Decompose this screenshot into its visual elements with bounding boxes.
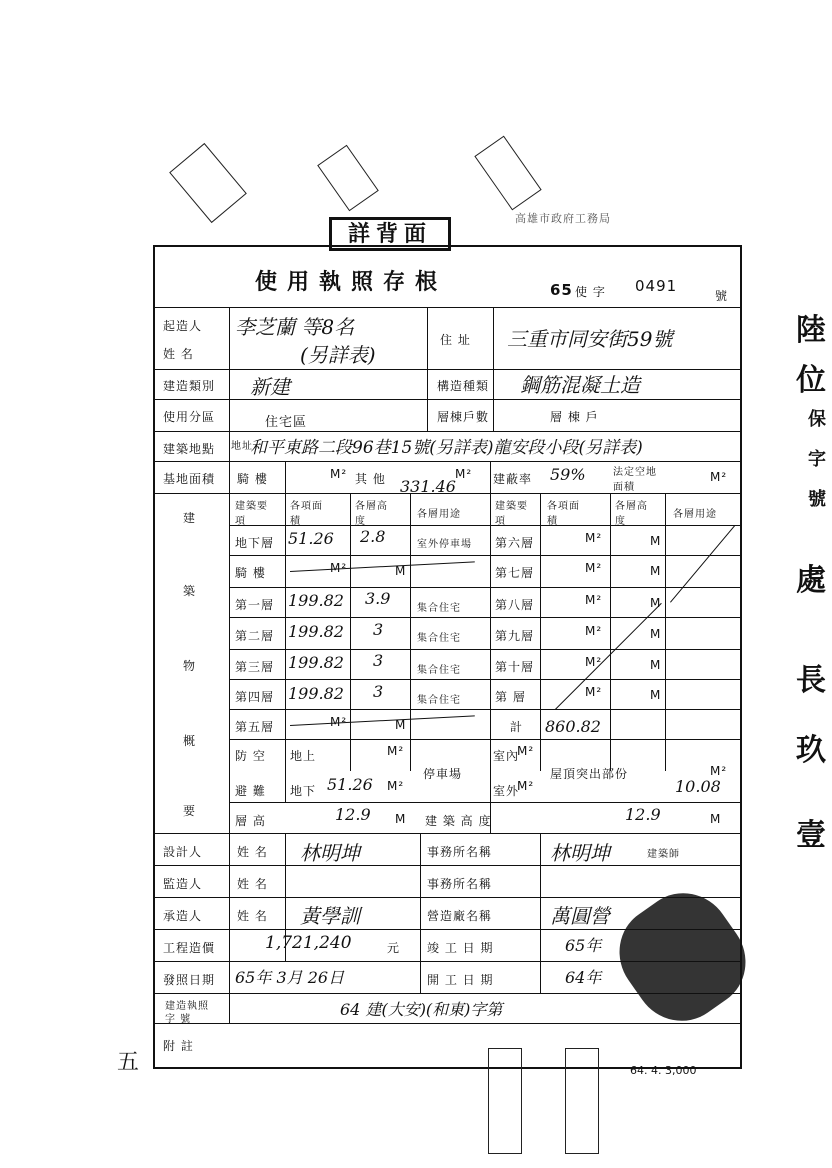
cost-value: 1,721,240 (265, 933, 352, 953)
designer-office-value: 林明坤 (550, 841, 610, 865)
right-area-unit-2: M² (585, 561, 603, 575)
building-height-label: 建 築 高 度 (425, 814, 492, 828)
supervisor-label: 監造人 (163, 877, 203, 891)
row-total-label: 計 (510, 720, 524, 734)
bottom-seal-right (565, 1048, 599, 1154)
building-height-unit: M (710, 812, 722, 826)
row-floor2-area: 199.82 (288, 622, 344, 641)
floor-height-value: 12.9 (335, 805, 371, 824)
row-floor3-height: 3 (373, 651, 384, 670)
parking-label: 停車場 (423, 767, 463, 781)
row-basement-area: 51.26 (288, 529, 334, 548)
roof-value: 10.08 (675, 777, 721, 796)
side-char-5: 號 (808, 489, 826, 510)
section-char-3: 物 (183, 659, 197, 673)
right-area-unit-3: M² (585, 593, 603, 607)
cost-unit: 元 (387, 941, 401, 955)
roof-unit: M² (710, 764, 728, 778)
col-height-header: 各層高度 (355, 501, 388, 527)
ground-label: 地上 (290, 749, 317, 763)
license-number-prefix: 65 (550, 281, 573, 299)
row-floor6-label: 第六層 (495, 536, 535, 550)
legal-area-unit: M² (710, 470, 728, 484)
start-date-value: 64年 (565, 968, 602, 987)
underground-value: 51.26 (327, 775, 373, 794)
site-label: 建築地點 (163, 442, 216, 456)
designer-name-label: 姓 名 (237, 845, 268, 859)
row-total-area: 860.82 (545, 717, 601, 736)
section-char-1: 建 (183, 511, 197, 525)
owner-name-note: (另詳表) (300, 343, 376, 367)
use-zone-value: 住宅區 (265, 415, 308, 430)
right-height-unit-6: M (650, 688, 662, 702)
right-height-unit-1: M (650, 534, 662, 548)
corner-stamp: 高雄市政府工務局 (515, 212, 611, 225)
coverage-value: 59% (550, 465, 586, 484)
structure-label: 構造種類 (437, 379, 490, 393)
floor-height-label: 層 高 (235, 814, 266, 828)
row-basement-use: 室外停車場 (417, 539, 472, 550)
right-area-unit-4: M² (585, 624, 603, 638)
company-value: 萬圓營 (550, 904, 610, 928)
margin-char: 五 (117, 1050, 140, 1075)
other-label: 其 他 (355, 472, 386, 486)
col-item-header-right: 建築要項 (495, 501, 528, 527)
legal-area-label: 法定空地面積 (613, 467, 657, 493)
building-height-value: 12.9 (625, 805, 661, 824)
contractor-name-value: 黃學訓 (300, 904, 360, 928)
right-height-unit-2: M (650, 564, 662, 578)
right-height-unit-3: M (650, 596, 662, 610)
license-number-suffix: 號 (715, 289, 729, 303)
row-floor3-label: 第三層 (235, 660, 275, 674)
roof-label: 屋頂突出部份 (550, 767, 629, 781)
col-item-header: 建築要項 (235, 501, 268, 527)
completion-value: 65年 (565, 936, 602, 955)
owner-name-value: 李芝蘭 等8名 (235, 315, 355, 339)
outdoor-label: 室外 (493, 784, 520, 798)
row-floor5-area-unit: M² (330, 715, 348, 729)
underground-unit: M² (387, 779, 405, 793)
row-floor1-use: 集合住宅 (417, 603, 461, 614)
row-floor1-height: 3.9 (365, 589, 391, 608)
other-value: 331.46 (400, 477, 456, 496)
row-floor1-area: 199.82 (288, 591, 344, 610)
license-number-value: 0491 (635, 277, 678, 295)
coverage-label: 建蔽率 (493, 472, 533, 486)
side-char-9: 壹 (796, 818, 826, 853)
ink-blot (601, 875, 764, 1039)
floors-value: 層 棟 戶 (550, 410, 599, 424)
row-arcade-height-unit: M (395, 564, 407, 578)
row-floor2-height: 3 (373, 620, 384, 639)
col-area-header: 各項面積 (290, 501, 323, 527)
contractor-label: 承造人 (163, 909, 203, 923)
row-floor7-label: 第七層 (495, 566, 535, 580)
row-floor2-label: 第二層 (235, 629, 275, 643)
address-label: 住 址 (440, 333, 471, 347)
contractor-name-label: 姓 名 (237, 909, 268, 923)
row-floor1-label: 第一層 (235, 598, 275, 612)
row-floor4-area: 199.82 (288, 684, 344, 703)
designer-label: 設計人 (163, 845, 203, 859)
designer-office-suffix: 建築師 (647, 849, 680, 860)
floors-label: 層棟戶數 (437, 410, 490, 424)
side-char-7: 長 (796, 663, 826, 698)
owner-label: 起造人 (163, 319, 203, 333)
row-arcade-label: 騎 樓 (235, 566, 266, 580)
indoor-label: 室內 (493, 749, 520, 763)
build-type-value: 新建 (250, 375, 290, 399)
col-use-header: 各層用途 (417, 509, 461, 520)
permit-value: 64 建(大安)(和東)字第 (340, 1000, 503, 1019)
rotated-stamp-1 (169, 143, 247, 223)
row-floor3-use: 集合住宅 (417, 665, 461, 676)
usage-license-stub-form (153, 245, 742, 1069)
side-char-3: 保 (808, 409, 826, 430)
right-height-unit-4: M (650, 627, 662, 641)
designer-office-label: 事務所名稱 (427, 845, 493, 859)
arcade-unit: M² (330, 467, 348, 481)
indoor-unit: M² (517, 744, 535, 758)
supervisor-name-label: 姓 名 (237, 877, 268, 891)
site-address-prefix: 地址 (231, 441, 253, 452)
underground-label: 地下 (290, 784, 317, 798)
other-unit: M² (455, 467, 473, 481)
floor-height-unit: M (395, 812, 407, 826)
issue-date-label: 發照日期 (163, 973, 216, 987)
designer-name-value: 林明坤 (300, 841, 360, 865)
use-zone-label: 使用分區 (163, 410, 216, 424)
site-value: 和平東路二段96巷15號(另詳表)龍安段小段(另詳表) (250, 438, 643, 458)
row-floor8-label: 第八層 (495, 598, 535, 612)
owner-name-label: 姓 名 (163, 347, 194, 361)
col-area-header-right: 各項面積 (547, 501, 580, 527)
row-floor5-height-unit: M (395, 718, 407, 732)
address-value: 三重市同安街59號 (507, 327, 673, 351)
row-floor9-label: 第九層 (495, 629, 535, 643)
company-label: 營造廠名稱 (427, 909, 493, 923)
col-height-header-right: 各層高度 (615, 501, 648, 527)
air-raid-label: 防 空 (235, 749, 266, 763)
ground-unit: M² (387, 744, 405, 758)
right-area-unit-5: M² (585, 655, 603, 669)
issue-date-value: 65年 3月 26日 (235, 968, 345, 987)
rotated-stamp-3 (474, 136, 541, 211)
build-type-label: 建造類別 (163, 379, 216, 393)
detail-back-stamp: 詳背面 (329, 217, 451, 251)
row-floor4-height: 3 (373, 682, 384, 701)
row-floor10-label: 第十層 (495, 660, 535, 674)
side-char-1: 陸 (796, 313, 826, 348)
print-code: 64. 4. 3,000 (630, 1064, 697, 1077)
completion-label: 竣 工 日 期 (427, 941, 494, 955)
rotated-stamp-2 (317, 145, 379, 212)
right-area-unit-1: M² (585, 531, 603, 545)
row-floor2-use: 集合住宅 (417, 633, 461, 644)
form-title: 使用執照存根 (255, 269, 448, 295)
row-basement-label: 地下層 (235, 536, 275, 550)
bottom-seal-left (488, 1048, 522, 1154)
side-char-6: 處 (796, 563, 826, 598)
side-char-2: 位 (796, 363, 826, 398)
side-char-4: 字 (808, 449, 826, 470)
note-label: 附 註 (163, 1039, 194, 1053)
section-char-2: 築 (183, 584, 197, 598)
row-basement-height: 2.8 (360, 527, 386, 546)
cost-label: 工程造價 (163, 941, 216, 955)
section-char-5: 要 (183, 804, 197, 818)
row-floor3-area: 199.82 (288, 653, 344, 672)
side-char-8: 玖 (796, 733, 826, 768)
permit-label-1: 建造執照 (165, 1001, 209, 1012)
evacuation-label: 避 難 (235, 784, 266, 798)
row-floor4-use: 集合住宅 (417, 695, 461, 706)
col-use-header-right: 各層用途 (673, 509, 717, 520)
outdoor-unit: M² (517, 779, 535, 793)
right-height-unit-5: M (650, 658, 662, 672)
section-char-4: 概 (183, 734, 197, 748)
permit-label-2: 字 號 (165, 1014, 192, 1025)
start-date-label: 開 工 日 期 (427, 973, 494, 987)
site-area-label: 基地面積 (163, 472, 216, 486)
row-floor-n-label: 第 層 (495, 690, 526, 704)
row-floor5-label: 第五層 (235, 720, 275, 734)
structure-value: 鋼筋混凝土造 (520, 373, 640, 397)
row-floor4-label: 第四層 (235, 690, 275, 704)
row-arcade-area-unit: M² (330, 561, 348, 575)
right-area-unit-6: M² (585, 685, 603, 699)
supervisor-office-label: 事務所名稱 (427, 877, 493, 891)
license-number-mid: 使 字 (575, 285, 606, 299)
arcade-label: 騎 樓 (237, 472, 268, 486)
